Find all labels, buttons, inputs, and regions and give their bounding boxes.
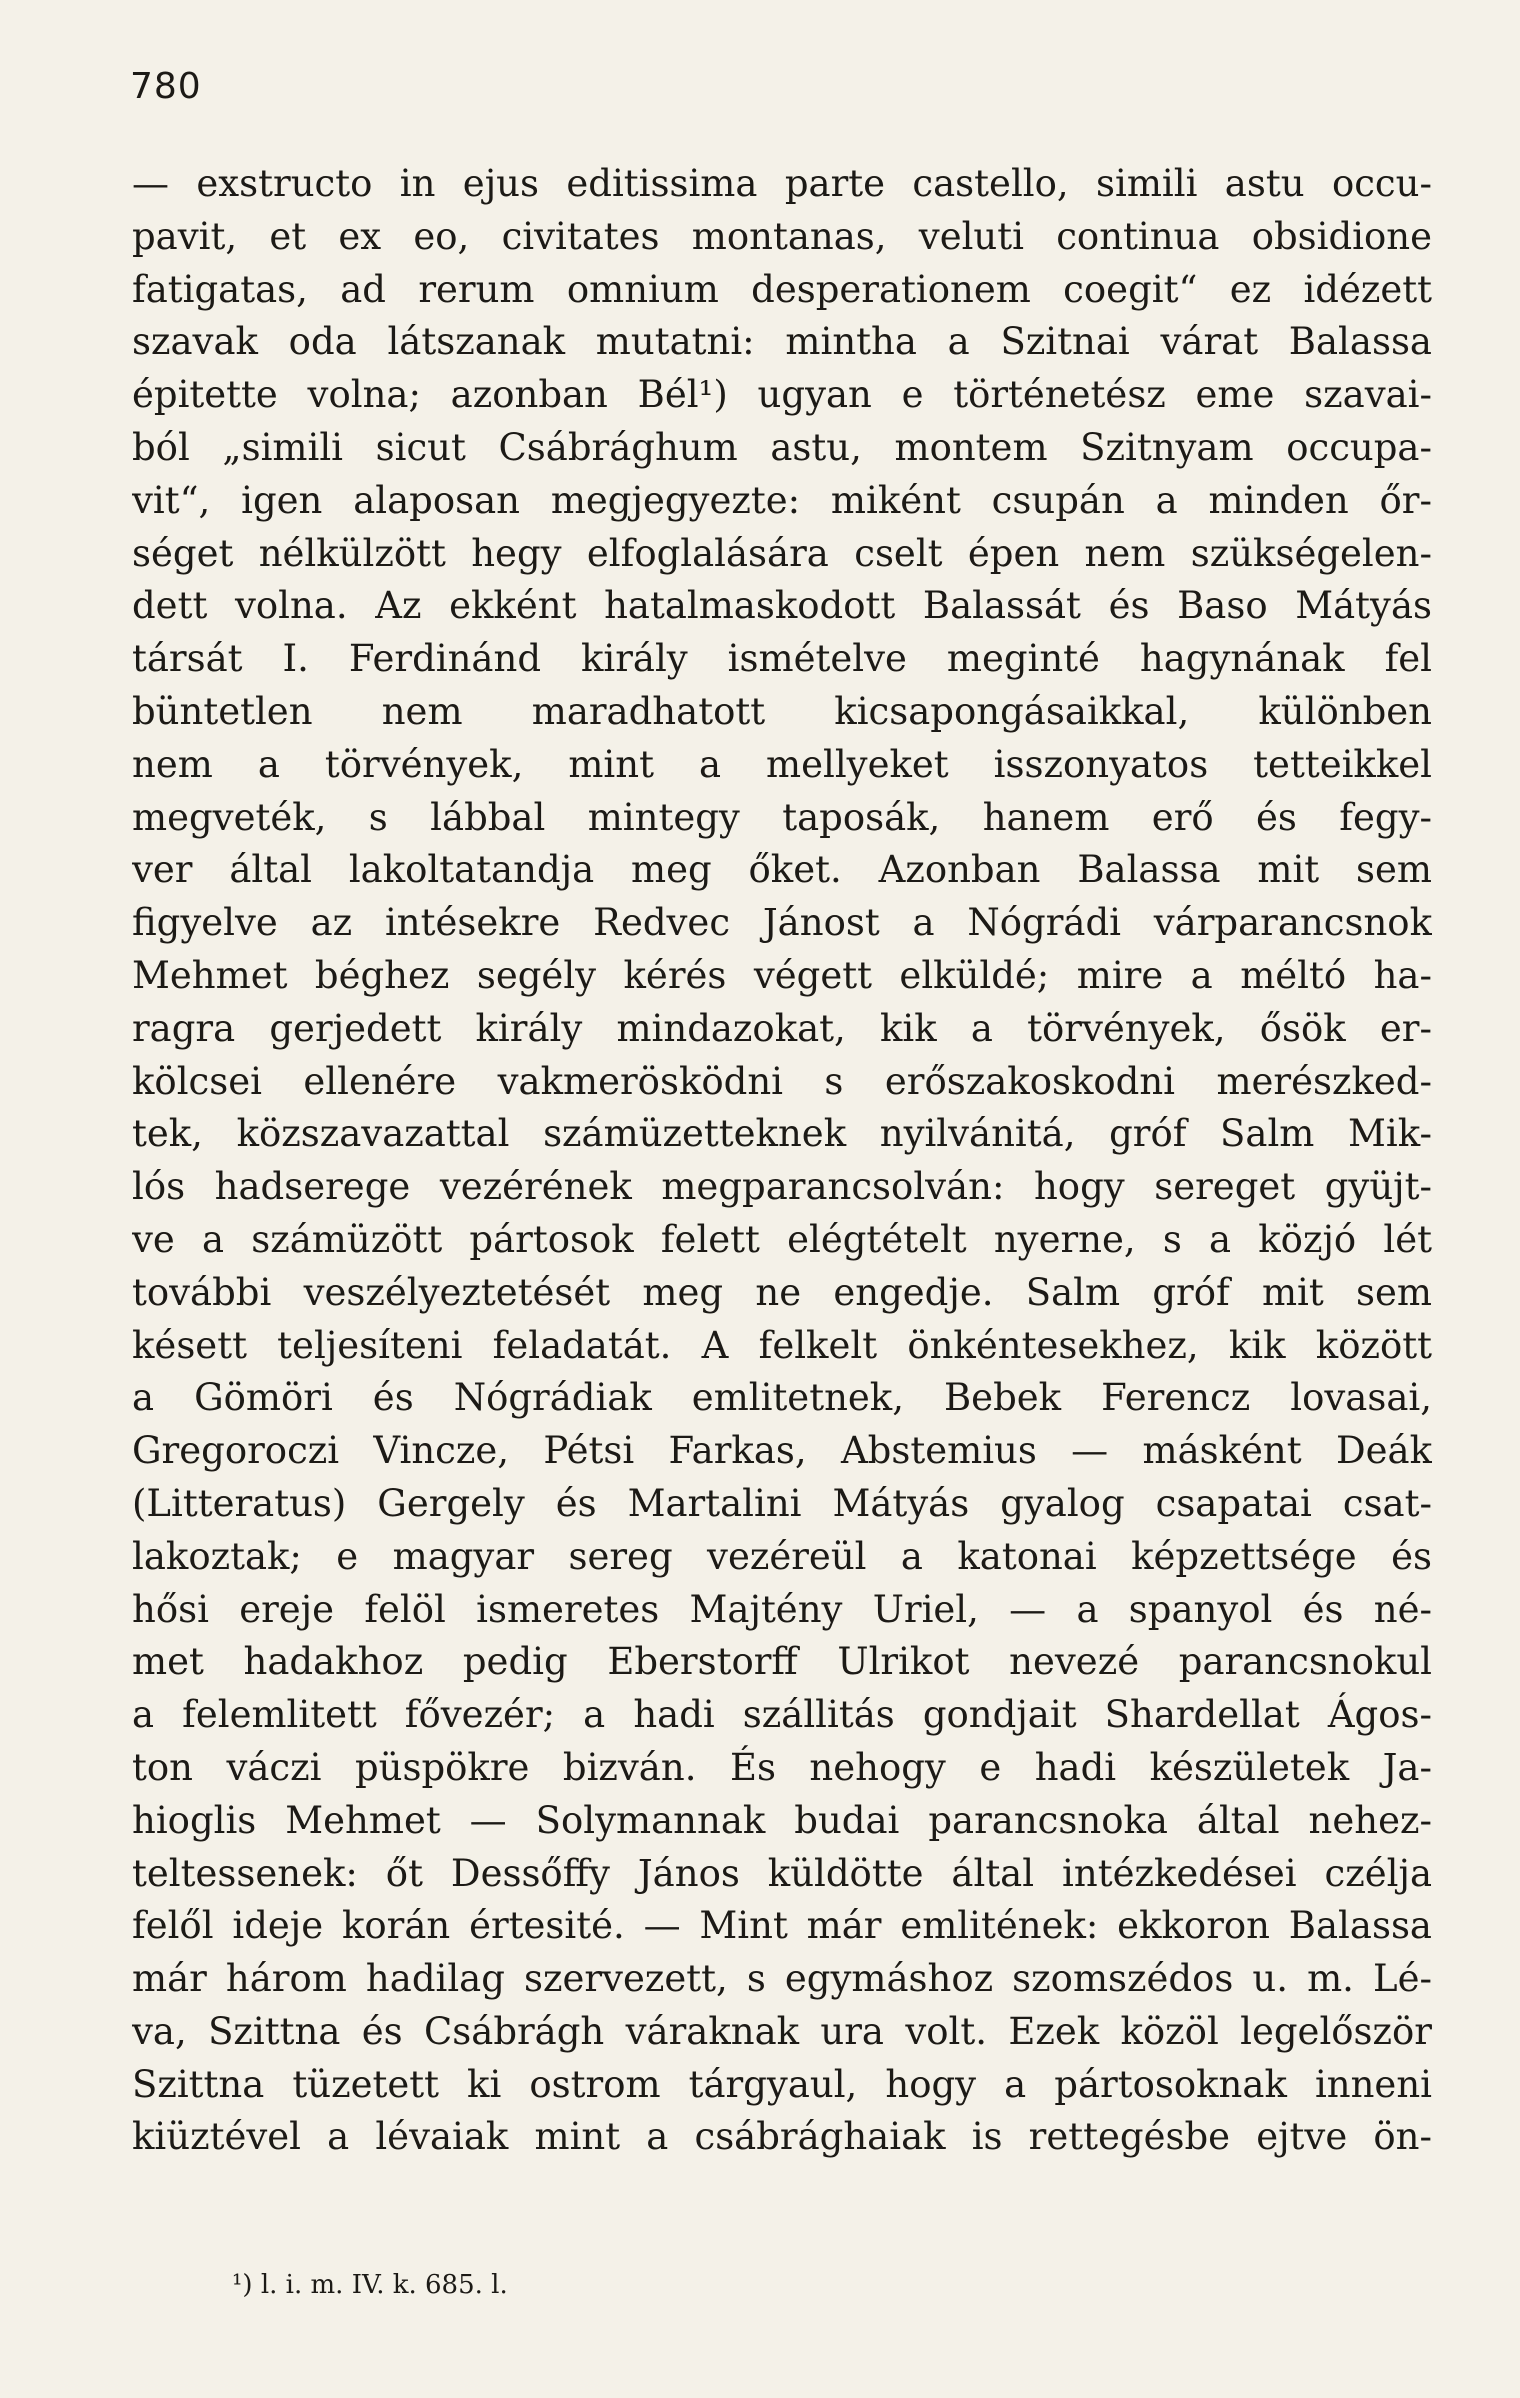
text-line: dett volna. Az ekként hatalmaskodott Balassát és Baso Mátyás [132,584,1432,628]
text-line: ve a számüzött pártosok felett elégtételt nyerne, s a közjó lét [132,1217,1432,1261]
text-line: — exstructo in ejus editissima parte castello, simili astu occu- [132,162,1432,205]
text-line: fatigatas, ad rerum omnium desperationem coegit“ ez idézett [132,267,1432,311]
text-line: kölcsei ellenére vakmerösködni s erőszakoskodni merészked- [132,1059,1432,1103]
text-line: teltessenek: őt Dessőffy János küldötte által intézkedései czélja [132,1851,1432,1895]
text-line: lakoztak; e magyar sereg vezéreül a katonai képzettsége és [132,1534,1432,1578]
text-line: szavak oda látszanak mutatni: mintha a Szitnai várat Balassa [132,320,1432,364]
text-line: ver által lakoltatandja meg őket. Azonban Balassa mit sem [132,848,1432,892]
text-line: (Litteratus) Gergely és Martalini Mátyás gyalog csapatai csat- [132,1481,1432,1525]
text-line: va, Szittna és Csábrágh váraknak ura volt. Ezek közöl legelőször [132,2009,1432,2053]
text-line: hioglis Mehmet — Solymannak budai parancsnoka által nehez- [132,1798,1432,1842]
text-line: ragra gerjedett király mindazokat, kik a törvények, ősök er- [132,1006,1432,1050]
text-line: társát I. Ferdinánd király ismételve meginté hagynának fel [132,637,1432,681]
text-line: felől ideje korán értesité. — Mint már emlitének: ekkoron Balassa [132,1904,1432,1948]
body-text [132,158,1432,2164]
text-line: kiüztével a lévaiak mint a csábrághaiak is rettegésbe ejtve ön- [132,2115,1432,2159]
text-line: vit“, igen alaposan megjegyezte: miként csupán a minden őr- [132,478,1432,522]
text-line: pavit, et ex eo, civitates montanas, veluti continua obsidione [132,214,1432,258]
page-number: 780 [130,66,202,107]
text-line: további veszélyeztetését meg ne engedje. Salm gróf mit sem [132,1270,1432,1314]
text-line: megveték, s lábbal mintegy taposák, hanem erő és fegy- [132,795,1432,839]
text-line: késett teljesíteni feladatát. A felkelt önkéntesekhez, kik között [132,1323,1432,1367]
text-line: séget nélkülzött hegy elfoglalására cselt épen nem szükségelen- [132,531,1432,575]
text-line: már három hadilag szervezett, s egymáshoz szomszédos u. m. Lé- [132,1957,1432,2001]
text-line: a felemlitett fővezér; a hadi szállitás gondjait Shardellat Ágos- [132,1693,1432,1737]
text-line: tek, közszavazattal számüzetteknek nyilvánitá, gróf Salm Mik- [132,1112,1432,1156]
text-line: Mehmet béghez segély kérés végett elküldé; mire a méltó ha- [132,953,1432,997]
footnote: ¹) l. i. m. IV. k. 685. l. [232,2270,508,2300]
text-line: ból „simili sicut Csábrághum astu, montem Szitnyam occupa- [132,425,1432,469]
text-line: nem a törvények, mint a mellyeket isszonyatos tetteikkel [132,742,1432,786]
text-line: büntetlen nem maradhatott kicsapongásaikkal, különben [132,689,1432,733]
text-line: ton váczi püspökre bizván. És nehogy e hadi készületek Ja- [132,1745,1432,1789]
text-line: figyelve az intésekre Redvec Jánost a Nógrádi várparancsnok [132,901,1432,945]
text-line: lós hadserege vezérének megparancsolván: hogy sereget gyüjt- [132,1165,1432,1209]
text-line: Szittna tüzetett ki ostrom tárgyaul, hogy a pártosoknak inneni [132,2062,1432,2106]
text-line: met hadakhoz pedig Eberstorff Ulrikot nevezé parancsnokul [132,1640,1432,1684]
text-line: hősi ereje felöl ismeretes Majtény Uriel, — a spanyol és né- [132,1587,1432,1631]
text-line: a Gömöri és Nógrádiak emlitetnek, Bebek Ferencz lovasai, [132,1376,1432,1420]
text-line: épitette volna; azonban Bél¹) ugyan e történetész eme szavai- [132,373,1432,417]
text-line: Gregoroczi Vincze, Pétsi Farkas, Abstemius — másként Deák [132,1429,1432,1473]
footnote-divider [130,2248,1430,2249]
